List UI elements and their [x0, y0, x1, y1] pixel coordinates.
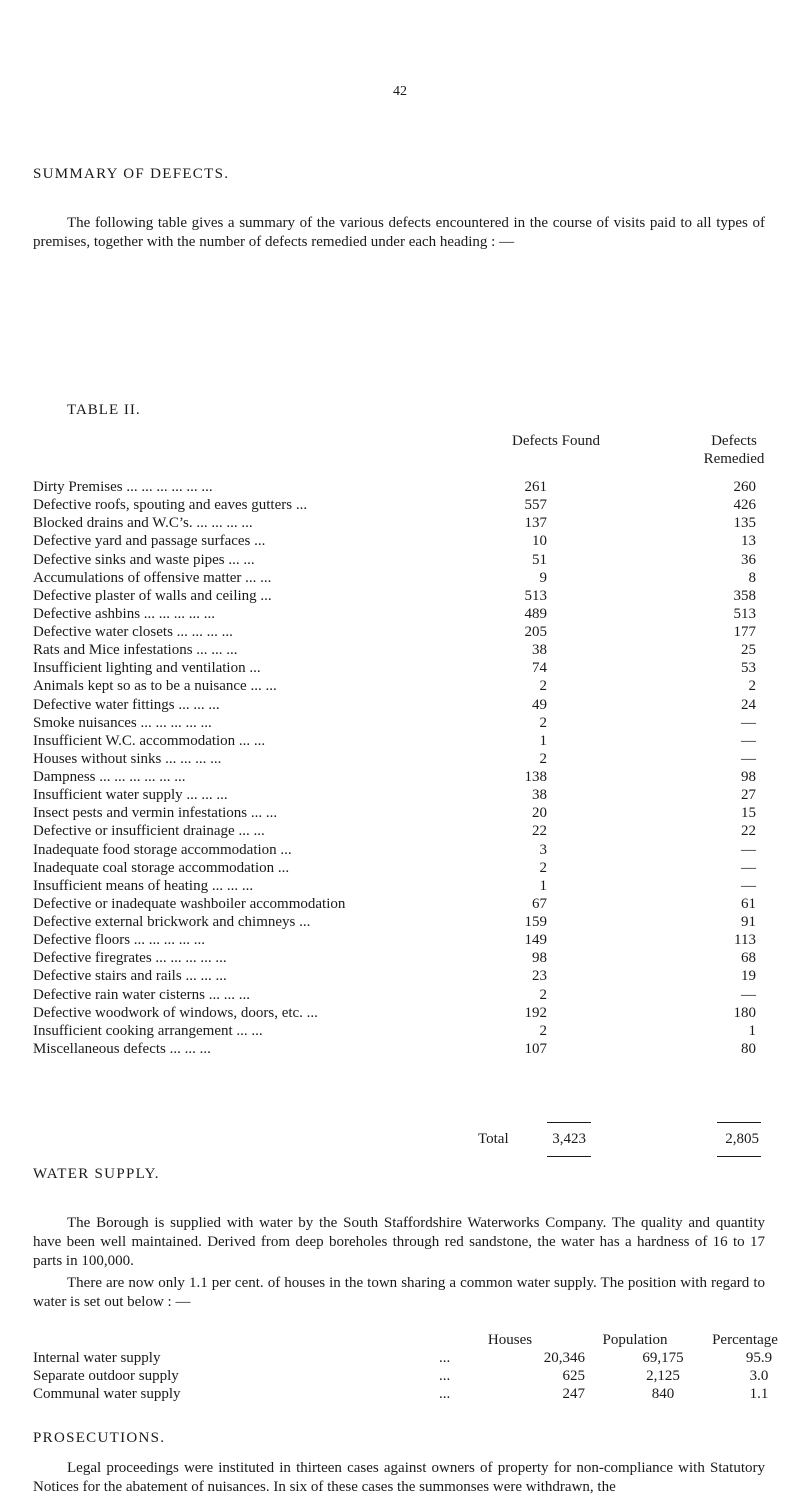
table-row [33, 986, 765, 1004]
total-remedied: 2,805 [725, 1131, 759, 1147]
table-row [33, 949, 765, 967]
defect-label: Defective stairs and rails ... ... ... [33, 968, 227, 985]
defect-label: Miscellaneous defects ... ... ... [33, 1040, 211, 1057]
defect-found: 38 [532, 642, 547, 659]
water-col-houses: Houses [487, 1332, 533, 1348]
defect-label: Defective floors ... ... ... ... ... [33, 932, 206, 949]
defect-remedied: — [741, 714, 756, 731]
defect-remedied: — [741, 859, 756, 876]
water-row [33, 1385, 769, 1403]
table-row [33, 496, 765, 514]
defect-label: Insufficient means of heating ... ... ... [33, 877, 254, 894]
summary-heading: SUMMARY OF DEFECTS. [33, 166, 230, 182]
water-table [33, 1349, 773, 1403]
water-row [33, 1349, 773, 1367]
table-row [33, 677, 765, 695]
defect-found: 192 [524, 1004, 547, 1021]
table-row [33, 1022, 765, 1040]
defect-remedied: 36 [741, 551, 756, 568]
defect-label: Accumulations of offensive matter ... ... [33, 569, 272, 586]
table-row [33, 931, 765, 949]
table-row [33, 895, 765, 913]
total-found-rule-bottom [547, 1156, 591, 1157]
defect-remedied: 61 [741, 895, 756, 912]
defect-label: Houses without sinks ... ... ... ... [33, 750, 222, 767]
water-heading: WATER SUPPLY. [33, 1166, 160, 1182]
table-row [33, 859, 765, 877]
prosecutions-heading: PROSECUTIONS. [33, 1430, 166, 1446]
table-row [33, 841, 765, 859]
prosecutions-para [33, 1459, 765, 1497]
water-percentage: 1.1 [749, 1386, 769, 1402]
table-row [33, 1004, 765, 1022]
total-remedied-rule-top [717, 1122, 761, 1123]
defect-remedied: 177 [733, 624, 756, 640]
table-title: TABLE II. [67, 402, 141, 418]
defect-found: 2 [539, 714, 547, 731]
table-row [33, 514, 765, 532]
water-para-1 [33, 1214, 765, 1271]
defect-remedied: 8 [748, 569, 756, 586]
defect-found: 261 [524, 479, 547, 495]
water-col-percentage: Percentage [712, 1332, 778, 1348]
defect-found: 159 [524, 914, 547, 930]
defect-remedied: 25 [741, 642, 756, 659]
defect-label: Defective external brickwork and chimneys ... [33, 914, 311, 930]
defects-table [33, 478, 765, 1058]
water-row [33, 1367, 769, 1385]
page-number: 42 [393, 84, 407, 99]
water-population: 69,175 [642, 1350, 684, 1366]
defect-label: Blocked drains and W.C’s. ... ... ... ... [33, 515, 253, 532]
defect-found: 1 [539, 732, 547, 749]
defect-found: 2 [539, 678, 547, 695]
water-label: Internal water supply [33, 1350, 161, 1366]
table-row [33, 732, 765, 750]
table-row [33, 750, 765, 768]
water-leader: ... [439, 1350, 451, 1366]
defect-found: 2 [539, 986, 547, 1003]
defect-label: Defective water fittings ... ... ... [33, 696, 220, 713]
defect-remedied: — [741, 841, 756, 858]
defect-remedied: — [741, 732, 756, 749]
defect-found: 2 [539, 1022, 547, 1039]
table-row [33, 641, 765, 659]
water-population: 2,125 [646, 1368, 680, 1384]
defect-label: Insufficient water supply ... ... ... [33, 787, 228, 804]
defect-remedied: 1 [748, 1022, 756, 1039]
defect-label: Insufficient W.C. accommodation ... ... [33, 732, 266, 749]
col-head-found: Defects Found [512, 433, 600, 449]
table-row [33, 659, 765, 677]
defect-label: Defective sinks and waste pipes ... ... [33, 551, 255, 568]
table-row [33, 1040, 765, 1058]
defect-found: 138 [524, 769, 547, 785]
defect-found: 205 [524, 624, 547, 640]
water-label: Communal water supply [33, 1386, 181, 1402]
table-row [33, 587, 765, 605]
defect-remedied: 53 [741, 660, 756, 677]
defect-label: Smoke nuisances ... ... ... ... ... [33, 714, 212, 731]
defect-label: Dampness ... ... ... ... ... ... [33, 769, 186, 785]
defect-remedied: — [741, 986, 756, 1003]
defect-remedied: 426 [733, 497, 756, 514]
water-para-1-text: The Borough is supplied with water by the South Staffordshire Waterworks Company. The quality and quantity have been well maintained. Derived from deep boreholes through red sandstone, the water has a hardness of 16 to 17 parts in 100,000. [33, 1215, 765, 1269]
table-row [33, 804, 765, 822]
water-label: Separate outdoor supply [33, 1368, 179, 1384]
table-row [33, 605, 765, 623]
defect-label: Inadequate coal storage accommodation ... [33, 859, 290, 876]
defect-remedied: 27 [741, 787, 756, 804]
table-row [33, 623, 765, 641]
defect-remedied: 135 [733, 515, 756, 532]
defect-remedied: 19 [741, 968, 756, 985]
defect-label: Defective rain water cisterns ... ... ... [33, 986, 250, 1003]
defect-label: Animals kept so as to be a nuisance ... ... [33, 678, 277, 695]
defect-found: 489 [524, 605, 547, 622]
defect-found: 49 [532, 696, 547, 713]
table-row [33, 877, 765, 895]
defect-remedied: 22 [741, 823, 756, 840]
water-para-2 [33, 1274, 765, 1312]
water-houses: 625 [562, 1368, 585, 1384]
defect-label: Inadequate food storage accommodation ... [33, 841, 292, 858]
table-row [33, 696, 765, 714]
table-row [33, 786, 765, 804]
defect-label: Defective water closets ... ... ... ... [33, 624, 233, 640]
table-row [33, 551, 765, 569]
defect-remedied: 113 [734, 932, 756, 949]
defect-found: 137 [524, 515, 547, 532]
defect-remedied: — [741, 750, 756, 767]
defect-label: Defective woodwork of windows, doors, etc. ... [33, 1004, 318, 1021]
table-row [33, 967, 765, 985]
defect-found: 22 [532, 823, 547, 840]
water-population: 840 [651, 1386, 675, 1402]
defect-label: Defective firegrates ... ... ... ... ... [33, 950, 227, 967]
water-leader: ... [439, 1368, 451, 1384]
defect-label: Insufficient cooking arrangement ... ... [33, 1022, 263, 1039]
defect-found: 67 [532, 895, 547, 912]
water-houses: 20,346 [543, 1350, 585, 1366]
water-percentage: 3.0 [749, 1368, 769, 1384]
table-row [33, 569, 765, 587]
water-houses: 247 [562, 1386, 585, 1402]
defect-found: 51 [532, 551, 547, 568]
defect-label: Defective or inadequate washboiler accommodation [33, 895, 346, 912]
table-row [33, 532, 765, 550]
defect-found: 23 [532, 968, 547, 985]
defect-remedied: 13 [741, 533, 756, 550]
defect-found: 98 [532, 950, 547, 967]
defect-remedied: 68 [741, 950, 756, 967]
defect-label: Dirty Premises ... ... ... ... ... ... [33, 479, 213, 495]
summary-intro-text: The following table gives a summary of the various defects encountered in the course of visits paid to all types of premises, together with the number of defects remedied under each heading : — [33, 215, 765, 250]
table-row [33, 913, 765, 931]
defect-found: 38 [532, 787, 547, 804]
defect-found: 149 [524, 932, 547, 949]
table-row [33, 478, 765, 496]
defect-remedied: 180 [733, 1004, 756, 1021]
defect-label: Insufficient lighting and ventilation ... [33, 660, 261, 677]
defect-remedied: 513 [733, 605, 756, 622]
defect-found: 3 [539, 841, 547, 858]
defect-label: Rats and Mice infestations ... ... ... [33, 642, 238, 659]
defect-found: 2 [539, 750, 547, 767]
defect-label: Defective ashbins ... ... ... ... ... [33, 605, 216, 622]
water-percentage: 95.9 [745, 1350, 773, 1366]
defect-label: Defective yard and passage surfaces ... [33, 533, 266, 550]
defect-found: 2 [539, 859, 547, 876]
defect-found: 513 [524, 587, 547, 604]
defect-found: 557 [524, 497, 547, 514]
table-row [33, 822, 765, 840]
col-head-remedied: Defects Remedied [703, 433, 765, 467]
total-remedied-rule-bottom [717, 1156, 761, 1157]
defect-found: 20 [532, 805, 547, 822]
total-label: Total [478, 1131, 509, 1147]
defect-remedied: 91 [741, 914, 756, 930]
defect-found: 9 [539, 569, 547, 586]
total-found: 3,423 [552, 1131, 586, 1147]
prosecutions-para-text: Legal proceedings were instituted in thirteen cases against owners of property for non-compliance with Statutory Notices for the abatement of nuisances. In six of these cases the summonses were withdrawn, the [33, 1460, 765, 1495]
defect-remedied: 98 [741, 769, 756, 785]
defect-found: 74 [532, 660, 547, 677]
defect-remedied: 260 [733, 479, 756, 495]
table-row [33, 768, 765, 786]
defect-remedied: 358 [733, 587, 756, 604]
table-row [33, 714, 765, 732]
summary-intro [33, 214, 765, 252]
defect-label: Insect pests and vermin infestations ... ... [33, 805, 278, 822]
defect-label: Defective roofs, spouting and eaves gutters ... [33, 497, 308, 514]
defect-remedied: 24 [741, 696, 756, 713]
water-para-2-text: There are now only 1.1 per cent. of houses in the town sharing a common water supply. The position with regard to water is set out below : — [33, 1275, 765, 1310]
defect-found: 10 [532, 533, 547, 550]
total-found-rule-top [547, 1122, 591, 1123]
defect-remedied: 2 [748, 678, 756, 695]
defect-found: 1 [539, 877, 547, 894]
defect-label: Defective plaster of walls and ceiling ... [33, 587, 272, 604]
defect-remedied: — [741, 877, 756, 894]
water-leader: ... [439, 1386, 451, 1402]
defect-found: 107 [524, 1040, 547, 1057]
defect-remedied: 15 [741, 805, 756, 822]
defect-label: Defective or insufficient drainage ... ... [33, 823, 265, 840]
defect-remedied: 80 [741, 1040, 756, 1057]
water-col-population: Population [602, 1332, 668, 1348]
